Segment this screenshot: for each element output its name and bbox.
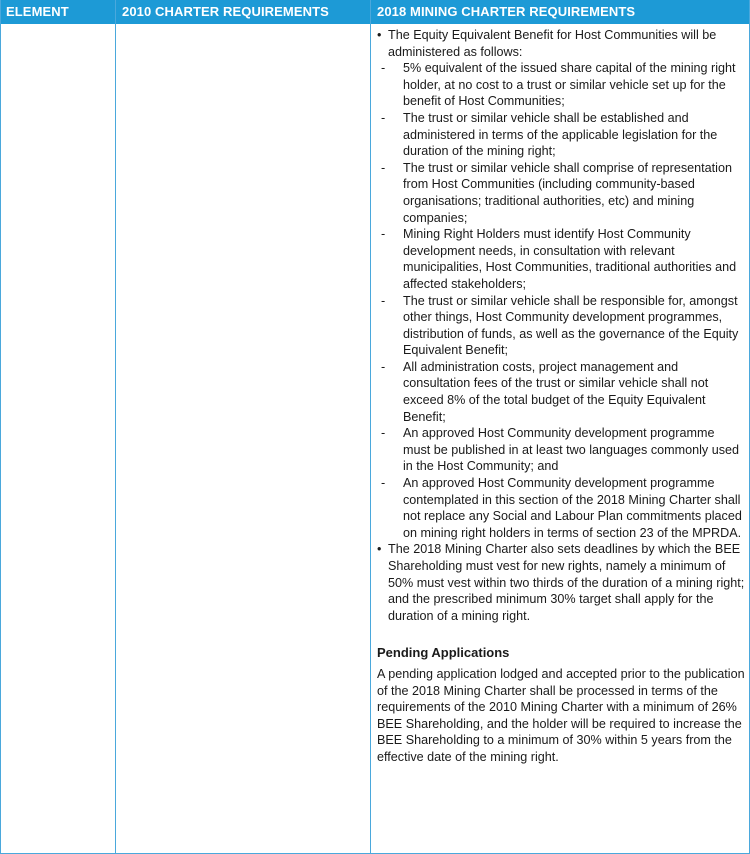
equity-benefit-list: [377, 60, 745, 541]
table-header: [0, 0, 750, 24]
list-item: - An approved Host Community development programme contemplated in this section of the 2018 Mining Charter shall not replace any Social and Labour Plan commitments placed on mining right holders in terms of section 23 of the MPRDA.: [381, 476, 742, 540]
list-item: - An approved Host Community development programme must be published in at least two languages commonly used in the Host Community; and: [381, 426, 740, 474]
list-item: - 5% equivalent of the issued share capital of the mining right holder, at no cost to a trust or similar vehicle set up for the benefit of Host Communities;: [381, 61, 736, 109]
header-2010-requirements: 2010 CHARTER REQUIREMENTS: [122, 4, 329, 19]
list-item: - The trust or similar vehicle shall be established and administered in terms of the applicable legislation for the duration of the mining right;: [381, 110, 718, 159]
bullet-text: The Equity Equivalent Benefit for Host Communities will be administered as follows:: [388, 28, 717, 59]
bullet-dot: •: [377, 542, 382, 557]
list-item: - Mining Right Holders must identify Host Community development needs, in consultation with relevant municipalities, Host Communities, traditional authorities and affected stakeholders;: [381, 227, 737, 291]
requirements-2018-cell: [377, 27, 745, 766]
pending-applications-text: A pending application lodged and accepted prior to the publication of the 2018 Mining Charter shall be processed in terms of the requirements of the 2010 Mining Charter with a minimum of 26% BEE Shareholding, and the holder will be required to increase the BEE Shareholding to a minimum of 30% within 5 years from the effective date of the mining right.: [377, 666, 745, 764]
bullet-equity-equivalent: [377, 27, 745, 60]
divider-col1: [115, 0, 116, 854]
bullet-vesting-deadlines: [377, 541, 745, 624]
list-item: - All administration costs, project management and consultation fees of the trust or similar vehicle shall not exceed 8% of the total budget of the Equity Equivalent Benefit;: [381, 359, 709, 424]
list-item: - The trust or similar vehicle shall comprise of representation from Host Communities (including community-based organisations; traditional authorities, etc) and mining companies;: [381, 160, 732, 225]
spacer: [377, 624, 745, 645]
header-element: ELEMENT: [6, 4, 69, 19]
header-2018-requirements: 2018 MINING CHARTER REQUIREMENTS: [377, 4, 636, 19]
list-item: - The trust or similar vehicle shall be responsible for, amongst other things, Host Community development programmes, distribution of funds, as well as the governance of the Equity Equivalent Benefit;: [381, 293, 739, 358]
border-left: [0, 0, 1, 854]
pending-applications-heading: Pending Applications: [377, 645, 510, 661]
divider-col2: [370, 0, 371, 854]
bullet-dot: •: [377, 28, 382, 42]
bullet-text: The 2018 Mining Charter also sets deadlines by which the BEE Shareholding must vest for new rights, namely a minimum of 50% must vest within two thirds of the duration of a mining right; and the prescribed minimum 30% target shall apply for the duration of a mining right.: [388, 542, 745, 623]
